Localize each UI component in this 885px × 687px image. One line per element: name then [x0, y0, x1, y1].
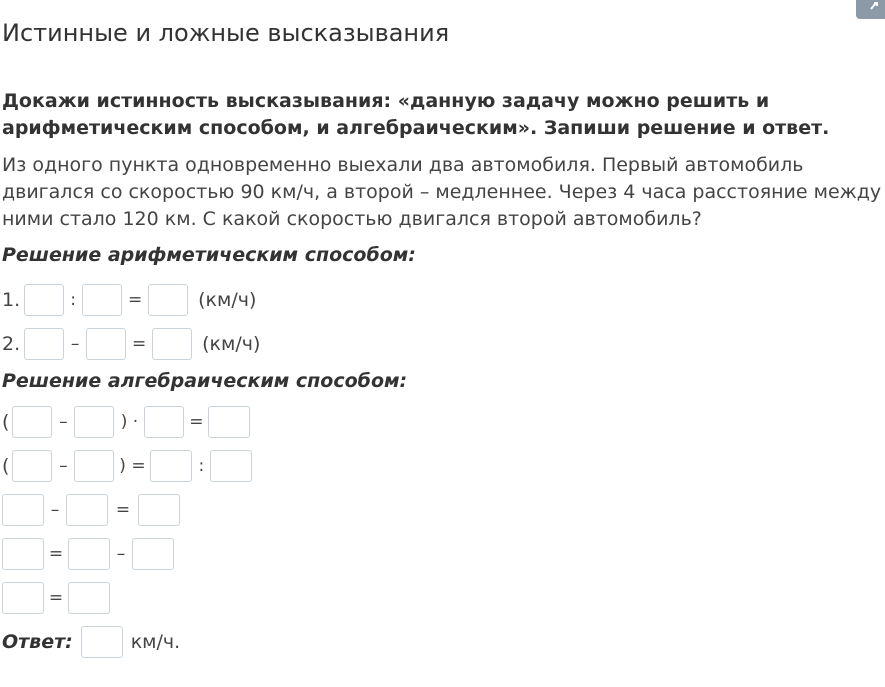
operator-minus: – — [70, 334, 80, 354]
answer-box[interactable] — [138, 494, 180, 526]
operator-multiply: ) · — [120, 412, 139, 432]
step-number: 1. — [2, 289, 21, 311]
operator-divide: : — [198, 456, 205, 476]
operator-equals: = — [128, 290, 143, 310]
answer-box[interactable] — [2, 582, 44, 614]
operator-equals: = — [48, 588, 64, 608]
operator-equals: = — [48, 544, 64, 564]
algebra-row-2 — [2, 448, 252, 484]
answer-box[interactable] — [132, 538, 174, 570]
answer-box[interactable] — [12, 406, 52, 438]
problem-text: Из одного пункта одновременно выехали два автомобиля. Первый автомобиль двигался со скоростью 90 км/ч, а второй – медленнее. Через 4 часа расстояние между ними стало 120 км. С какой скоростью двигался второй автомобиль? — [2, 154, 882, 230]
answer-box[interactable] — [2, 538, 44, 570]
expand-icon — [870, 0, 882, 10]
paren-open: ( — [2, 411, 10, 433]
answer-box[interactable] — [152, 328, 192, 360]
operator-equals: ) = — [119, 456, 146, 476]
operator-equals: = — [132, 334, 147, 354]
operator-divide: : — [70, 290, 76, 310]
answer-box[interactable] — [86, 328, 126, 360]
operator-minus: – — [59, 412, 68, 432]
answer-box[interactable] — [68, 582, 110, 614]
operator-minus: – — [50, 500, 60, 520]
algebra-row-4 — [2, 536, 174, 572]
unit-label: (км/ч) — [198, 289, 257, 311]
answer-box[interactable] — [74, 406, 114, 438]
unit-label: (км/ч) — [202, 333, 261, 355]
answer-box[interactable] — [208, 406, 250, 438]
page-title: Истинные и ложные высказывания — [2, 19, 450, 47]
answer-box[interactable] — [2, 494, 44, 526]
paren-open: ( — [2, 455, 10, 477]
answer-box[interactable] — [24, 328, 64, 360]
arithmetic-method-label: Решение арифметическим способом: — [2, 244, 416, 266]
answer-box[interactable] — [24, 284, 64, 316]
answer-box[interactable] — [150, 450, 192, 482]
arithmetic-row-2 — [2, 326, 260, 362]
answer-box[interactable] — [144, 406, 184, 438]
operator-equals: = — [115, 500, 131, 520]
answer-box[interactable] — [66, 494, 108, 526]
arithmetic-row-1 — [2, 282, 256, 318]
answer-box[interactable] — [74, 450, 114, 482]
answer-box[interactable] — [68, 538, 110, 570]
step-number: 2. — [2, 333, 21, 355]
answer-input[interactable] — [81, 626, 123, 658]
operator-minus: – — [116, 544, 126, 564]
answer-unit: км/ч. — [130, 631, 181, 653]
algebra-row-1 — [2, 404, 250, 440]
answer-label: Ответ: — [2, 631, 73, 653]
algebraic-method-label: Решение алгебраическим способом: — [2, 370, 408, 392]
answer-box[interactable] — [12, 450, 52, 482]
algebra-row-5 — [2, 580, 110, 616]
corner-expand-button[interactable] — [856, 0, 885, 19]
operator-equals: = — [189, 412, 204, 432]
operator-minus: – — [59, 456, 68, 476]
algebra-row-3 — [2, 492, 180, 528]
answer-box[interactable] — [148, 284, 188, 316]
answer-box[interactable] — [82, 284, 122, 316]
answer-row — [2, 624, 180, 660]
task-statement: Докажи истинность высказывания: «данную задачу можно решить и арифметическим способом, и алгебраическим». Запиши решение и ответ. — [2, 90, 830, 139]
answer-box[interactable] — [210, 450, 252, 482]
